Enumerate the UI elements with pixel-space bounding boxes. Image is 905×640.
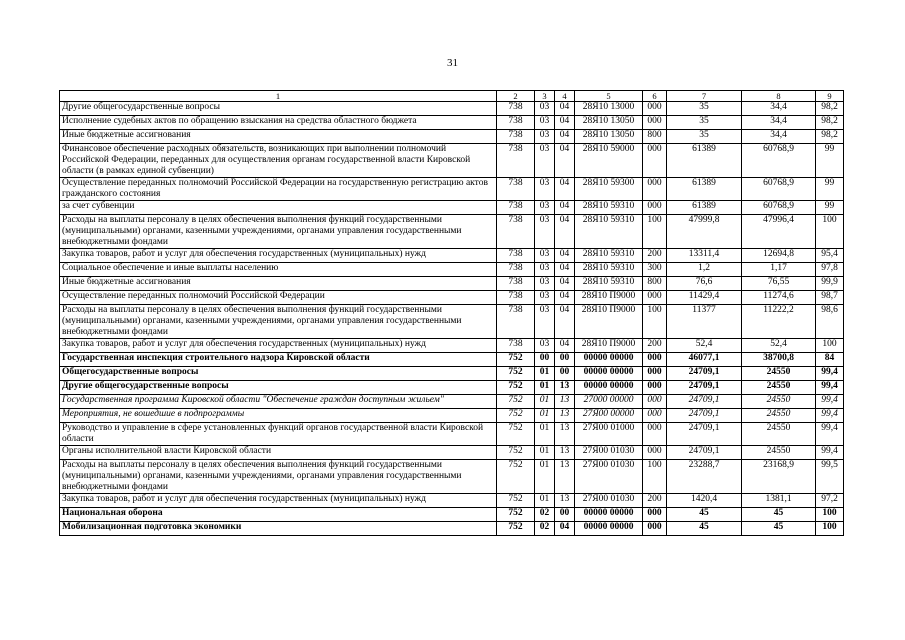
subsection-code: 13 bbox=[555, 381, 575, 395]
section-code: 01 bbox=[535, 423, 555, 446]
admin-code: 738 bbox=[497, 102, 535, 116]
expense-type-code: 100 bbox=[643, 460, 667, 494]
row-name: Иные бюджетные ассигнования bbox=[60, 130, 497, 144]
admin-code: 738 bbox=[497, 130, 535, 144]
admin-code: 738 bbox=[497, 305, 535, 339]
execution-percent: 100 bbox=[816, 508, 844, 522]
execution-percent: 99,9 bbox=[816, 277, 844, 291]
table-row bbox=[60, 423, 844, 446]
table-row bbox=[60, 381, 844, 395]
target-article-code: 28Я10 13050 bbox=[575, 116, 643, 130]
planned-amount: 24709,1 bbox=[667, 367, 742, 381]
expense-type-code: 100 bbox=[643, 215, 667, 249]
subsection-code: 13 bbox=[555, 423, 575, 446]
table-row bbox=[60, 395, 844, 409]
executed-amount: 24550 bbox=[742, 395, 816, 409]
target-article-code: 00000 00000 bbox=[575, 367, 643, 381]
subsection-code: 04 bbox=[555, 215, 575, 249]
expense-type-code: 000 bbox=[643, 508, 667, 522]
table-row bbox=[60, 263, 844, 277]
admin-code: 752 bbox=[497, 395, 535, 409]
subsection-code: 04 bbox=[555, 277, 575, 291]
admin-code: 752 bbox=[497, 446, 535, 460]
planned-amount: 24709,1 bbox=[667, 381, 742, 395]
section-code: 03 bbox=[535, 144, 555, 178]
executed-amount: 34,4 bbox=[742, 116, 816, 130]
target-article-code: 00000 00000 bbox=[575, 522, 643, 536]
execution-percent: 98,7 bbox=[816, 291, 844, 305]
row-name: Расходы на выплаты персоналу в целях обеспечения выполнения функций государственными (муниципальными) органами, казенными учреждениями, органами управления государственными внебюджетными фондами bbox=[60, 215, 497, 249]
executed-amount: 47996,4 bbox=[742, 215, 816, 249]
execution-percent: 99 bbox=[816, 178, 844, 201]
admin-code: 738 bbox=[497, 249, 535, 263]
row-name: Мероприятия, не вошедшие в подпрограммы bbox=[60, 409, 497, 423]
expense-type-code: 300 bbox=[643, 263, 667, 277]
target-article-code: 28Я10 59310 bbox=[575, 263, 643, 277]
row-name: Исполнение судебных актов по обращению взыскания на средства областного бюджета bbox=[60, 116, 497, 130]
column-number: 6 bbox=[643, 91, 667, 102]
execution-percent: 97,2 bbox=[816, 494, 844, 508]
table-row bbox=[60, 305, 844, 339]
executed-amount: 23168,9 bbox=[742, 460, 816, 494]
row-name: Расходы на выплаты персоналу в целях обеспечения выполнения функций государственными (муниципальными) органами, казенными учреждениями, органами управления государственными внебюджетными фондами bbox=[60, 460, 497, 494]
page-number: 31 bbox=[447, 57, 458, 69]
table-row bbox=[60, 367, 844, 381]
subsection-code: 13 bbox=[555, 446, 575, 460]
column-number-row bbox=[60, 91, 844, 102]
execution-percent: 98,2 bbox=[816, 102, 844, 116]
admin-code: 738 bbox=[497, 144, 535, 178]
planned-amount: 11377 bbox=[667, 305, 742, 339]
table-row bbox=[60, 116, 844, 130]
target-article-code: 28Я10 59310 bbox=[575, 249, 643, 263]
section-code: 03 bbox=[535, 339, 555, 353]
planned-amount: 35 bbox=[667, 130, 742, 144]
subsection-code: 04 bbox=[555, 305, 575, 339]
execution-percent: 100 bbox=[816, 522, 844, 536]
admin-code: 738 bbox=[497, 339, 535, 353]
planned-amount: 61389 bbox=[667, 144, 742, 178]
admin-code: 738 bbox=[497, 201, 535, 215]
section-code: 02 bbox=[535, 522, 555, 536]
execution-percent: 99,4 bbox=[816, 395, 844, 409]
row-name: Государственная инспекция строительного надзора Кировской области bbox=[60, 353, 497, 367]
section-code: 03 bbox=[535, 201, 555, 215]
planned-amount: 35 bbox=[667, 102, 742, 116]
section-code: 03 bbox=[535, 249, 555, 263]
table-row bbox=[60, 102, 844, 116]
executed-amount: 34,4 bbox=[742, 130, 816, 144]
subsection-code: 04 bbox=[555, 144, 575, 178]
execution-percent: 99,4 bbox=[816, 381, 844, 395]
execution-percent: 99 bbox=[816, 201, 844, 215]
section-code: 03 bbox=[535, 291, 555, 305]
execution-percent: 98,2 bbox=[816, 116, 844, 130]
executed-amount: 24550 bbox=[742, 381, 816, 395]
column-number: 9 bbox=[816, 91, 844, 102]
expense-type-code: 000 bbox=[643, 102, 667, 116]
section-code: 03 bbox=[535, 178, 555, 201]
subsection-code: 04 bbox=[555, 522, 575, 536]
target-article-code: 28Я10 13000 bbox=[575, 102, 643, 116]
execution-percent: 97,8 bbox=[816, 263, 844, 277]
executed-amount: 60768,9 bbox=[742, 144, 816, 178]
admin-code: 738 bbox=[497, 263, 535, 277]
execution-percent: 100 bbox=[816, 215, 844, 249]
row-name: Закупка товаров, работ и услуг для обеспечения государственных (муниципальных) нужд bbox=[60, 339, 497, 353]
row-name: Финансовое обеспечение расходных обязательств, возникающих при выполнении полномочий Российской Федерации, переданных для осуществления органам государственной власти Кировской области (в рамках единой субвенции) bbox=[60, 144, 497, 178]
subsection-code: 13 bbox=[555, 409, 575, 423]
expense-type-code: 200 bbox=[643, 339, 667, 353]
planned-amount: 61389 bbox=[667, 201, 742, 215]
table-row bbox=[60, 215, 844, 249]
expense-type-code: 000 bbox=[643, 395, 667, 409]
planned-amount: 1420,4 bbox=[667, 494, 742, 508]
admin-code: 738 bbox=[497, 178, 535, 201]
row-name: Иные бюджетные ассигнования bbox=[60, 277, 497, 291]
target-article-code: 27Я00 01030 bbox=[575, 460, 643, 494]
admin-code: 752 bbox=[497, 508, 535, 522]
target-article-code: 28Я10 59310 bbox=[575, 201, 643, 215]
section-code: 00 bbox=[535, 353, 555, 367]
target-article-code: 28Я10 П9000 bbox=[575, 291, 643, 305]
executed-amount: 38700,8 bbox=[742, 353, 816, 367]
planned-amount: 47999,8 bbox=[667, 215, 742, 249]
executed-amount: 24550 bbox=[742, 423, 816, 446]
execution-percent: 84 bbox=[816, 353, 844, 367]
column-number: 4 bbox=[555, 91, 575, 102]
expense-type-code: 000 bbox=[643, 353, 667, 367]
executed-amount: 12694,8 bbox=[742, 249, 816, 263]
target-article-code: 28Я10 59310 bbox=[575, 277, 643, 291]
column-number: 1 bbox=[60, 91, 497, 102]
planned-amount: 76,6 bbox=[667, 277, 742, 291]
planned-amount: 45 bbox=[667, 522, 742, 536]
expense-type-code: 000 bbox=[643, 116, 667, 130]
planned-amount: 35 bbox=[667, 116, 742, 130]
section-code: 01 bbox=[535, 460, 555, 494]
planned-amount: 13311,4 bbox=[667, 249, 742, 263]
executed-amount: 24550 bbox=[742, 367, 816, 381]
execution-percent: 99,4 bbox=[816, 409, 844, 423]
subsection-code: 04 bbox=[555, 263, 575, 277]
target-article-code: 28Я10 59000 bbox=[575, 144, 643, 178]
admin-code: 738 bbox=[497, 215, 535, 249]
executed-amount: 1,17 bbox=[742, 263, 816, 277]
row-name: Органы исполнительной власти Кировской области bbox=[60, 446, 497, 460]
target-article-code: 28Я10 13050 bbox=[575, 130, 643, 144]
execution-percent: 98,6 bbox=[816, 305, 844, 339]
subsection-code: 13 bbox=[555, 460, 575, 494]
budget-table bbox=[59, 90, 844, 536]
expense-type-code: 000 bbox=[643, 381, 667, 395]
subsection-code: 04 bbox=[555, 178, 575, 201]
expense-type-code: 000 bbox=[643, 144, 667, 178]
subsection-code: 13 bbox=[555, 494, 575, 508]
subsection-code: 04 bbox=[555, 116, 575, 130]
planned-amount: 24709,1 bbox=[667, 446, 742, 460]
table-row bbox=[60, 494, 844, 508]
target-article-code: 00000 00000 bbox=[575, 353, 643, 367]
executed-amount: 34,4 bbox=[742, 102, 816, 116]
section-code: 03 bbox=[535, 215, 555, 249]
admin-code: 752 bbox=[497, 423, 535, 446]
planned-amount: 45 bbox=[667, 508, 742, 522]
section-code: 01 bbox=[535, 409, 555, 423]
expense-type-code: 000 bbox=[643, 522, 667, 536]
subsection-code: 04 bbox=[555, 102, 575, 116]
execution-percent: 100 bbox=[816, 339, 844, 353]
admin-code: 752 bbox=[497, 522, 535, 536]
subsection-code: 00 bbox=[555, 367, 575, 381]
row-name: Мобилизационная подготовка экономики bbox=[60, 522, 497, 536]
planned-amount: 24709,1 bbox=[667, 395, 742, 409]
section-code: 03 bbox=[535, 263, 555, 277]
row-name: Осуществление переданных полномочий Российской Федерации на государственную регистрацию актов гражданского состояния bbox=[60, 178, 497, 201]
column-number: 3 bbox=[535, 91, 555, 102]
expense-type-code: 000 bbox=[643, 367, 667, 381]
executed-amount: 60768,9 bbox=[742, 178, 816, 201]
executed-amount: 60768,9 bbox=[742, 201, 816, 215]
column-number: 8 bbox=[742, 91, 816, 102]
expense-type-code: 000 bbox=[643, 291, 667, 305]
section-code: 03 bbox=[535, 116, 555, 130]
admin-code: 738 bbox=[497, 116, 535, 130]
subsection-code: 00 bbox=[555, 353, 575, 367]
row-name: Социальное обеспечение и иные выплаты населению bbox=[60, 263, 497, 277]
expense-type-code: 000 bbox=[643, 409, 667, 423]
table-row bbox=[60, 178, 844, 201]
section-code: 03 bbox=[535, 102, 555, 116]
executed-amount: 52,4 bbox=[742, 339, 816, 353]
row-name: Другие общегосударственные вопросы bbox=[60, 381, 497, 395]
subsection-code: 04 bbox=[555, 130, 575, 144]
column-number: 2 bbox=[497, 91, 535, 102]
planned-amount: 23288,7 bbox=[667, 460, 742, 494]
table-row bbox=[60, 446, 844, 460]
table-row bbox=[60, 522, 844, 536]
planned-amount: 24709,1 bbox=[667, 423, 742, 446]
planned-amount: 52,4 bbox=[667, 339, 742, 353]
section-code: 03 bbox=[535, 277, 555, 291]
row-name: Другие общегосударственные вопросы bbox=[60, 102, 497, 116]
admin-code: 738 bbox=[497, 277, 535, 291]
admin-code: 752 bbox=[497, 381, 535, 395]
executed-amount: 1381,1 bbox=[742, 494, 816, 508]
subsection-code: 04 bbox=[555, 249, 575, 263]
section-code: 01 bbox=[535, 381, 555, 395]
subsection-code: 04 bbox=[555, 339, 575, 353]
expense-type-code: 800 bbox=[643, 130, 667, 144]
planned-amount: 61389 bbox=[667, 178, 742, 201]
execution-percent: 99 bbox=[816, 144, 844, 178]
expense-type-code: 800 bbox=[643, 277, 667, 291]
section-code: 03 bbox=[535, 305, 555, 339]
executed-amount: 45 bbox=[742, 522, 816, 536]
row-name: Осуществление переданных полномочий Российской Федерации bbox=[60, 291, 497, 305]
execution-percent: 98,2 bbox=[816, 130, 844, 144]
planned-amount: 46077,1 bbox=[667, 353, 742, 367]
admin-code: 752 bbox=[497, 460, 535, 494]
target-article-code: 28Я10 П9000 bbox=[575, 305, 643, 339]
section-code: 03 bbox=[535, 130, 555, 144]
target-article-code: 27Я00 01030 bbox=[575, 494, 643, 508]
target-article-code: 27Я00 00000 bbox=[575, 409, 643, 423]
target-article-code: 28Я10 59300 bbox=[575, 178, 643, 201]
target-article-code: 27Я00 01030 bbox=[575, 446, 643, 460]
table-row bbox=[60, 201, 844, 215]
expense-type-code: 000 bbox=[643, 201, 667, 215]
row-name: Государственная программа Кировской области "Обеспечение граждан доступным жильем" bbox=[60, 395, 497, 409]
expense-type-code: 000 bbox=[643, 178, 667, 201]
table-row bbox=[60, 353, 844, 367]
section-code: 01 bbox=[535, 367, 555, 381]
planned-amount: 24709,1 bbox=[667, 409, 742, 423]
row-name: Национальная оборона bbox=[60, 508, 497, 522]
section-code: 01 bbox=[535, 446, 555, 460]
execution-percent: 99,5 bbox=[816, 460, 844, 494]
table-row bbox=[60, 508, 844, 522]
expense-type-code: 000 bbox=[643, 446, 667, 460]
column-number: 5 bbox=[575, 91, 643, 102]
table-row bbox=[60, 339, 844, 353]
target-article-code: 00000 00000 bbox=[575, 508, 643, 522]
executed-amount: 24550 bbox=[742, 446, 816, 460]
section-code: 01 bbox=[535, 494, 555, 508]
planned-amount: 1,2 bbox=[667, 263, 742, 277]
target-article-code: 00000 00000 bbox=[575, 381, 643, 395]
table-row bbox=[60, 460, 844, 494]
execution-percent: 95,4 bbox=[816, 249, 844, 263]
target-article-code: 28Я10 П9000 bbox=[575, 339, 643, 353]
executed-amount: 11274,6 bbox=[742, 291, 816, 305]
planned-amount: 11429,4 bbox=[667, 291, 742, 305]
column-number: 7 bbox=[667, 91, 742, 102]
subsection-code: 04 bbox=[555, 291, 575, 305]
expense-type-code: 000 bbox=[643, 423, 667, 446]
expense-type-code: 200 bbox=[643, 494, 667, 508]
admin-code: 752 bbox=[497, 409, 535, 423]
admin-code: 752 bbox=[497, 367, 535, 381]
executed-amount: 76,55 bbox=[742, 277, 816, 291]
row-name: за счет субвенции bbox=[60, 201, 497, 215]
table-row bbox=[60, 130, 844, 144]
target-article-code: 27Я00 01000 bbox=[575, 423, 643, 446]
executed-amount: 11222,2 bbox=[742, 305, 816, 339]
admin-code: 752 bbox=[497, 353, 535, 367]
subsection-code: 00 bbox=[555, 508, 575, 522]
execution-percent: 99,4 bbox=[816, 446, 844, 460]
subsection-code: 04 bbox=[555, 201, 575, 215]
table-row bbox=[60, 291, 844, 305]
admin-code: 752 bbox=[497, 494, 535, 508]
expense-type-code: 100 bbox=[643, 305, 667, 339]
section-code: 02 bbox=[535, 508, 555, 522]
row-name: Общегосударственные вопросы bbox=[60, 367, 497, 381]
table-row bbox=[60, 409, 844, 423]
row-name: Закупка товаров, работ и услуг для обеспечения государственных (муниципальных) нужд bbox=[60, 494, 497, 508]
executed-amount: 24550 bbox=[742, 409, 816, 423]
admin-code: 738 bbox=[497, 291, 535, 305]
execution-percent: 99,4 bbox=[816, 423, 844, 446]
subsection-code: 13 bbox=[555, 395, 575, 409]
row-name: Руководство и управление в сфере установленных функций органов государственной власти Кировской области bbox=[60, 423, 497, 446]
table-row bbox=[60, 249, 844, 263]
target-article-code: 28Я10 59310 bbox=[575, 215, 643, 249]
section-code: 01 bbox=[535, 395, 555, 409]
executed-amount: 45 bbox=[742, 508, 816, 522]
row-name: Расходы на выплаты персоналу в целях обеспечения выполнения функций государственными (муниципальными) органами, казенными учреждениями, органами управления государственными внебюджетными фондами bbox=[60, 305, 497, 339]
expense-type-code: 200 bbox=[643, 249, 667, 263]
table-row bbox=[60, 277, 844, 291]
row-name: Закупка товаров, работ и услуг для обеспечения государственных (муниципальных) нужд bbox=[60, 249, 497, 263]
target-article-code: 27000 00000 bbox=[575, 395, 643, 409]
table-row bbox=[60, 144, 844, 178]
execution-percent: 99,4 bbox=[816, 367, 844, 381]
